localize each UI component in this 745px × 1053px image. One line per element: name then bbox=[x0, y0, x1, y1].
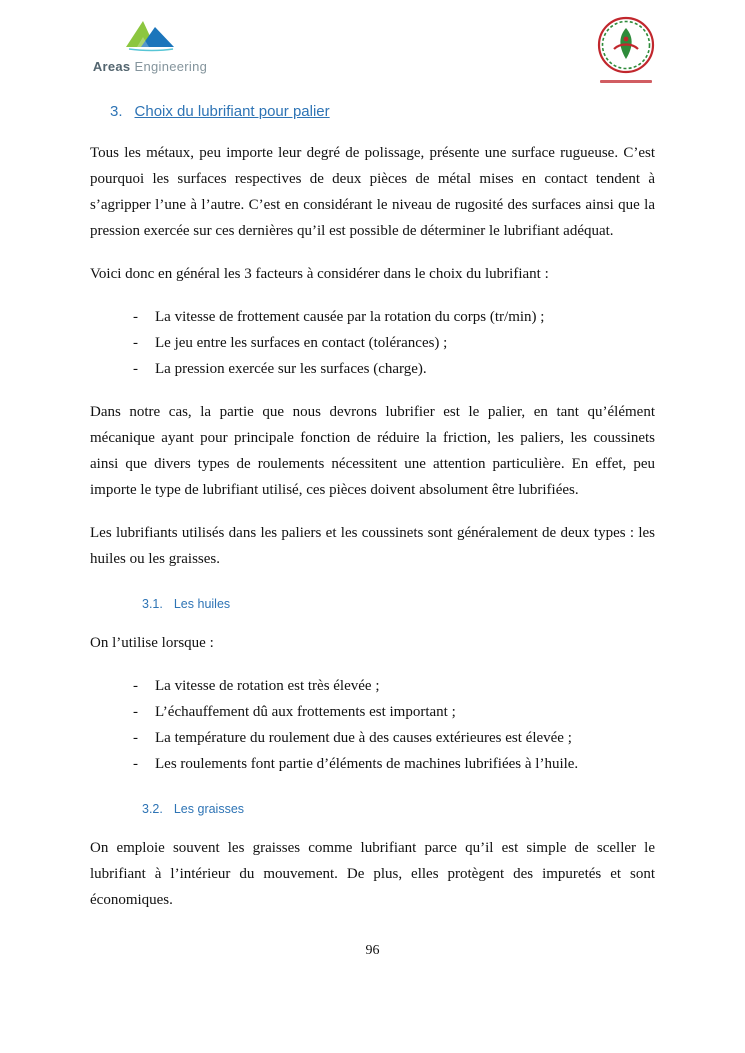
list-item-text: La pression exercée sur les surfaces (charge). bbox=[155, 361, 427, 377]
areas-engineering-logo bbox=[90, 16, 210, 74]
brand-name bbox=[93, 59, 207, 74]
brand-word-engineering: Engineering bbox=[134, 59, 208, 74]
brand-word-areas: Areas bbox=[92, 59, 131, 74]
subsection-heading-huiles bbox=[142, 596, 655, 613]
factors-list bbox=[90, 304, 655, 382]
subsection-number: 3.1. bbox=[142, 597, 163, 611]
subsection-title: Les huiles bbox=[173, 597, 231, 611]
emblem-caption-text bbox=[600, 80, 652, 83]
emblem-icon bbox=[597, 16, 655, 79]
list-item bbox=[133, 330, 655, 356]
list-item-text: Le jeu entre les surfaces en contact (tolérances) ; bbox=[155, 335, 448, 351]
list-item-text: L’échauffement dû aux frottements est important ; bbox=[155, 704, 456, 720]
list-item bbox=[133, 725, 655, 751]
section-number: 3. bbox=[110, 103, 123, 120]
list-item bbox=[133, 356, 655, 382]
section-heading bbox=[110, 102, 655, 122]
list-item bbox=[133, 751, 655, 777]
list-item-text: La vitesse de frottement causée par la rotation du corps (tr/min) ; bbox=[155, 309, 545, 325]
page-number: 96 bbox=[365, 943, 380, 958]
dash-marker: - bbox=[133, 309, 138, 325]
list-item bbox=[133, 304, 655, 330]
paragraph-graisses: On emploie souvent les graisses comme lubrifiant parce qu’il est simple de sceller le lubrifiant à l’intérieur du mouvement. De plus, elles protègent des impuretés et sont économiques. bbox=[90, 840, 655, 908]
dash-marker: - bbox=[133, 361, 138, 377]
subsection-heading-graisses bbox=[142, 801, 655, 818]
emblem-logo bbox=[591, 16, 661, 83]
list-item bbox=[133, 699, 655, 725]
mountain-logo-icon bbox=[123, 16, 177, 57]
paragraph-huiles-lead: On l’utilise lorsque : bbox=[90, 635, 214, 651]
dash-marker: - bbox=[133, 730, 138, 746]
paragraph-intro: Tous les métaux, peu importe leur degré de polissage, présente une surface rugueuse. C’est pourquoi les surfaces respectives de deux pièces de métal mises en contact tendent à s’agripper l’une à l’autre. C’est en considérant le niveau de rugosité des surfaces ainsi que la pression exercée sur ces dernières qu’il est possible de déterminer le lubrifiant adéquat. bbox=[90, 145, 655, 239]
paragraph-factors-lead: Voici donc en général les 3 facteurs à considérer dans le choix du lubrifiant : bbox=[90, 266, 549, 282]
subsection-title: Les graisses bbox=[173, 802, 245, 816]
page-header bbox=[90, 16, 661, 83]
dash-marker: - bbox=[133, 335, 138, 351]
subsection-number: 3.2. bbox=[142, 802, 163, 816]
huiles-list bbox=[90, 673, 655, 777]
dash-marker: - bbox=[133, 704, 138, 720]
paragraph-palier: Dans notre cas, la partie que nous devrons lubrifier est le palier, en tant qu’élément mécanique ayant pour principale fonction de réduire la friction, les paliers, les coussinets ainsi que divers types de roulements nécessitent une attention particulière. En effet, peu importe le type de lubrifiant utilisé, ces pièces doivent absolument être lubrifiées. bbox=[90, 404, 655, 498]
dash-marker: - bbox=[133, 756, 138, 772]
section-title: Choix du lubrifiant pour palier bbox=[134, 103, 330, 120]
dash-marker: - bbox=[133, 678, 138, 694]
paragraph-types: Les lubrifiants utilisés dans les paliers et les coussinets sont généralement de deux types : les huiles ou les graisses. bbox=[90, 525, 655, 567]
list-item-text: Les roulements font partie d’éléments de machines lubrifiées à l’huile. bbox=[155, 756, 579, 772]
list-item-text: La vitesse de rotation est très élevée ; bbox=[155, 678, 380, 694]
list-item bbox=[133, 673, 655, 699]
page-footer bbox=[0, 943, 745, 959]
list-item-text: La température du roulement due à des causes extérieures est élevée ; bbox=[155, 730, 572, 746]
